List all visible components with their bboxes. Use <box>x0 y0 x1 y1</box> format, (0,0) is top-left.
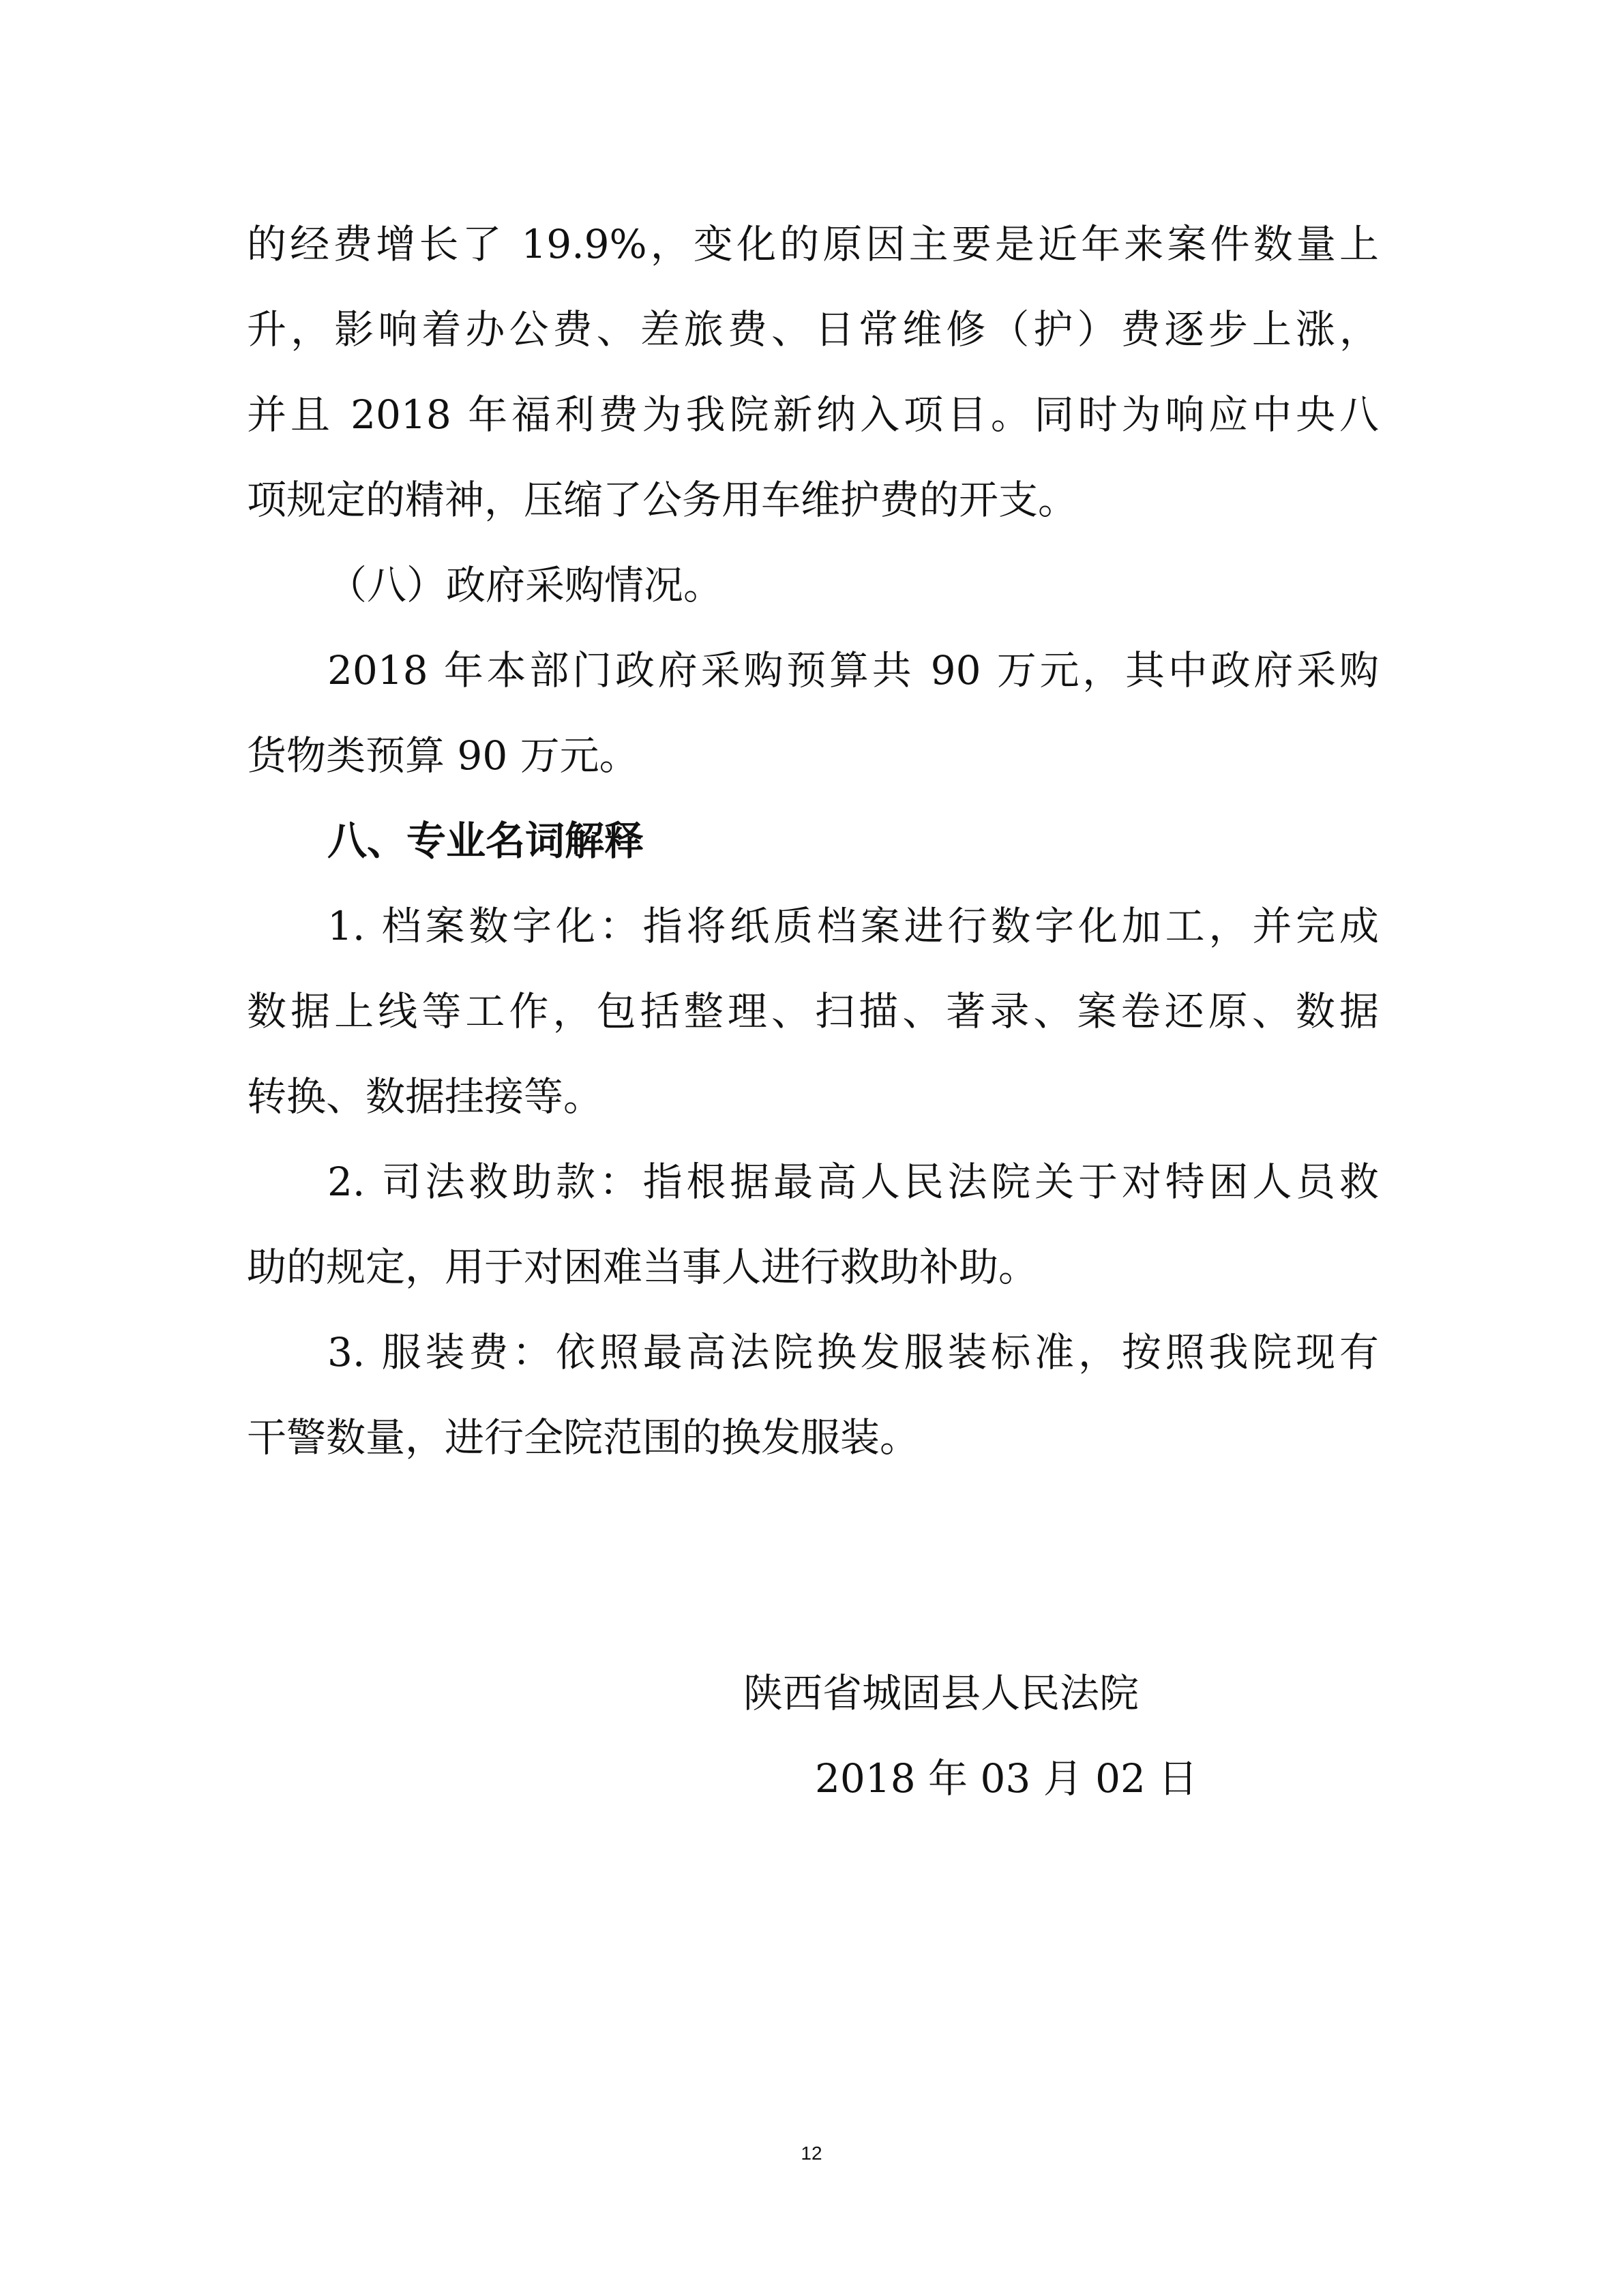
paragraph-line: 的经费增长了 19.9%，变化的原因主要是近年来案件数量上 <box>247 221 1379 267</box>
section-subtitle: （八）政府采购情况。 <box>327 562 724 608</box>
paragraph-line: 转换、数据挂接等。 <box>247 1073 604 1120</box>
paragraph-line: 升，影响着办公费、差旅费、日常维修（护）费逐步上涨， <box>247 306 1379 353</box>
paragraph-line: 2018 年本部门政府采购预算共 90 万元，其中政府采购 <box>327 647 1379 694</box>
paragraph-line: 并且 2018 年福利费为我院新纳入项目。同时为响应中央八 <box>247 391 1379 438</box>
paragraph-line: 助的规定，用于对困难当事人进行救助补助。 <box>247 1244 1039 1290</box>
paragraph-line: 数据上线等工作，包括整理、扫描、著录、案卷还原、数据 <box>247 988 1379 1034</box>
paragraph-line: 2. 司法救助款：指根据最高人民法院关于对特困人员救 <box>327 1159 1379 1205</box>
signature-organization: 陕西省城固县人民法院 <box>743 1670 1140 1716</box>
signature-date: 2018 年 03 月 02 日 <box>815 1755 1198 1802</box>
paragraph-line: 1. 档案数字化：指将纸质档案进行数字化加工，并完成 <box>327 903 1379 949</box>
paragraph-line: 项规定的精神，压缩了公务用车维护费的开支。 <box>247 477 1078 523</box>
paragraph-line: 干警数量，进行全院范围的换发服装。 <box>247 1414 920 1461</box>
section-heading: 八、专业名词解释 <box>327 818 644 864</box>
paragraph-line: 货物类预算 90 万元。 <box>247 732 639 779</box>
paragraph-line: 3. 服装费：依照最高法院换发服装标准，按照我院现有 <box>327 1329 1379 1375</box>
page-number: 12 <box>801 2143 822 2164</box>
